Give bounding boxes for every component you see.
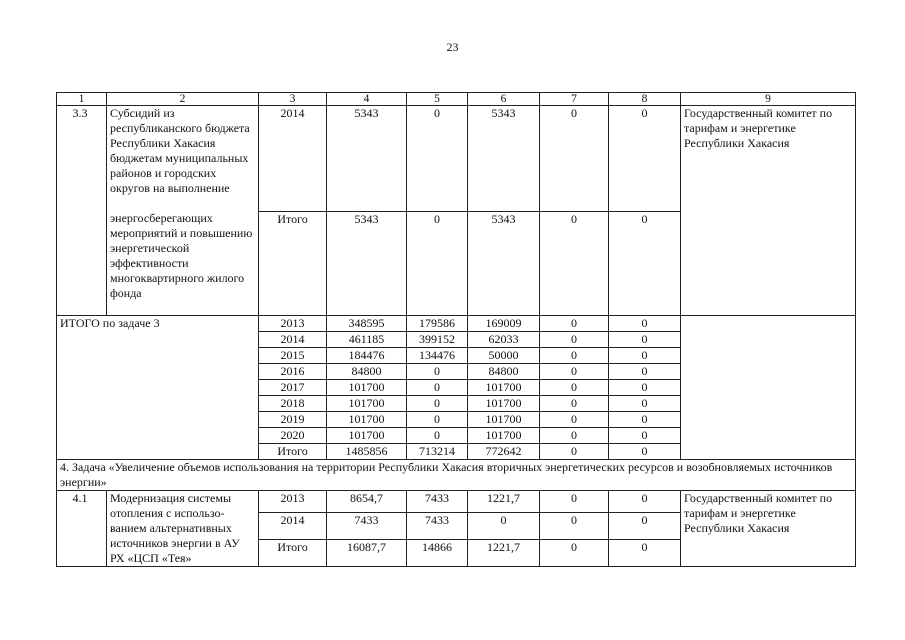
- year-cell: 2014: [259, 513, 327, 540]
- row-number: 3.3: [57, 106, 107, 316]
- value-cell: 0: [407, 396, 468, 412]
- value-cell: 0: [540, 380, 609, 396]
- value-cell: 5343: [327, 106, 407, 212]
- row-number: 4.1: [57, 491, 107, 567]
- value-cell: 399152: [407, 332, 468, 348]
- value-cell: 134476: [407, 348, 468, 364]
- value-cell: 0: [540, 396, 609, 412]
- value-cell: 101700: [327, 396, 407, 412]
- value-cell: 772642: [468, 444, 540, 460]
- year-cell: 2014: [259, 332, 327, 348]
- value-cell: 84800: [468, 364, 540, 380]
- value-cell: 5343: [468, 211, 540, 316]
- value-cell: 1485856: [327, 444, 407, 460]
- col-header-1: 1: [57, 93, 107, 106]
- value-cell: 0: [540, 332, 609, 348]
- col-header-4: 4: [327, 93, 407, 106]
- value-cell: 101700: [468, 428, 540, 444]
- value-cell: 1221,7: [468, 540, 540, 567]
- value-cell: 0: [540, 412, 609, 428]
- measure-description-continued: энергосберегающих мероприятий и повышению энергетической эффективности многоквартирного жилого фонда: [107, 211, 259, 316]
- col-header-3: 3: [259, 93, 327, 106]
- executor-cell: Государственный комитет по тарифам и энергетике Республики Хакасия: [681, 491, 856, 567]
- year-cell: 2013: [259, 491, 327, 513]
- value-cell: 0: [609, 412, 681, 428]
- value-cell: 0: [609, 348, 681, 364]
- value-cell: 184476: [327, 348, 407, 364]
- table-row: [57, 316, 856, 332]
- value-cell: 14866: [407, 540, 468, 567]
- value-cell: 0: [609, 364, 681, 380]
- value-cell: 0: [540, 491, 609, 513]
- value-cell: 0: [609, 444, 681, 460]
- value-cell: 101700: [327, 412, 407, 428]
- task-total-label: ИТОГО по задаче 3: [57, 316, 259, 460]
- value-cell: 169009: [468, 316, 540, 332]
- budget-table: [56, 92, 856, 567]
- col-header-5: 5: [407, 93, 468, 106]
- measure-description: Субсидий из республиканского бюджета Республики Хакасия бюджетам муниципальных районов и городских округов на выполнение: [107, 106, 259, 212]
- measure-description: Модернизация системы отопления с использо-ванием альтернативных источников энергии в АУ РХ «ЦСП «Тея»: [107, 491, 259, 567]
- value-cell: 0: [407, 211, 468, 316]
- value-cell: 0: [407, 412, 468, 428]
- year-cell: 2018: [259, 396, 327, 412]
- table-row: [57, 460, 856, 491]
- value-cell: 0: [468, 513, 540, 540]
- table-row: [57, 491, 856, 513]
- value-cell: 179586: [407, 316, 468, 332]
- year-cell: Итого: [259, 211, 327, 316]
- value-cell: 0: [609, 316, 681, 332]
- value-cell: 0: [609, 332, 681, 348]
- value-cell: 0: [407, 428, 468, 444]
- value-cell: 713214: [407, 444, 468, 460]
- value-cell: 7433: [407, 513, 468, 540]
- value-cell: 0: [609, 513, 681, 540]
- value-cell: 7433: [327, 513, 407, 540]
- value-cell: 0: [609, 540, 681, 567]
- value-cell: 1221,7: [468, 491, 540, 513]
- value-cell: 0: [609, 106, 681, 212]
- year-cell: 2020: [259, 428, 327, 444]
- value-cell: 0: [540, 444, 609, 460]
- value-cell: 101700: [327, 428, 407, 444]
- value-cell: 0: [540, 540, 609, 567]
- value-cell: 0: [609, 428, 681, 444]
- year-cell: 2016: [259, 364, 327, 380]
- value-cell: 0: [540, 316, 609, 332]
- value-cell: 0: [407, 106, 468, 212]
- table-row: [57, 106, 856, 212]
- value-cell: 0: [540, 513, 609, 540]
- value-cell: 0: [540, 364, 609, 380]
- year-cell: Итого: [259, 540, 327, 567]
- value-cell: 101700: [327, 380, 407, 396]
- year-cell: 2013: [259, 316, 327, 332]
- col-header-8: 8: [609, 93, 681, 106]
- value-cell: 7433: [407, 491, 468, 513]
- value-cell: 101700: [468, 380, 540, 396]
- executor-cell: Государственный комитет по тарифам и энергетике Республики Хакасия: [681, 106, 856, 316]
- executor-cell-empty: [681, 316, 856, 460]
- value-cell: 348595: [327, 316, 407, 332]
- col-header-9: 9: [681, 93, 856, 106]
- value-cell: 0: [540, 106, 609, 212]
- year-cell: Итого: [259, 444, 327, 460]
- value-cell: 0: [609, 491, 681, 513]
- value-cell: 0: [609, 396, 681, 412]
- value-cell: 0: [540, 211, 609, 316]
- value-cell: 16087,7: [327, 540, 407, 567]
- value-cell: 5343: [468, 106, 540, 212]
- column-number-row: [57, 93, 856, 106]
- value-cell: 0: [540, 428, 609, 444]
- year-cell: 2014: [259, 106, 327, 212]
- value-cell: 0: [540, 348, 609, 364]
- col-header-6: 6: [468, 93, 540, 106]
- value-cell: 8654,7: [327, 491, 407, 513]
- value-cell: 0: [609, 380, 681, 396]
- value-cell: 0: [407, 380, 468, 396]
- value-cell: 461185: [327, 332, 407, 348]
- value-cell: 5343: [327, 211, 407, 316]
- year-cell: 2019: [259, 412, 327, 428]
- page-number: 23: [446, 40, 459, 54]
- year-cell: 2017: [259, 380, 327, 396]
- value-cell: 62033: [468, 332, 540, 348]
- col-header-7: 7: [540, 93, 609, 106]
- value-cell: 0: [407, 364, 468, 380]
- value-cell: 101700: [468, 396, 540, 412]
- year-cell: 2015: [259, 348, 327, 364]
- value-cell: 101700: [468, 412, 540, 428]
- value-cell: 0: [609, 211, 681, 316]
- col-header-2: 2: [107, 93, 259, 106]
- value-cell: 84800: [327, 364, 407, 380]
- value-cell: 50000: [468, 348, 540, 364]
- task-heading: 4. Задача «Увеличение объемов использования на территории Республики Хакасия вторичных энергетических ресурсов и возобновляемых источников энергии»: [57, 460, 856, 491]
